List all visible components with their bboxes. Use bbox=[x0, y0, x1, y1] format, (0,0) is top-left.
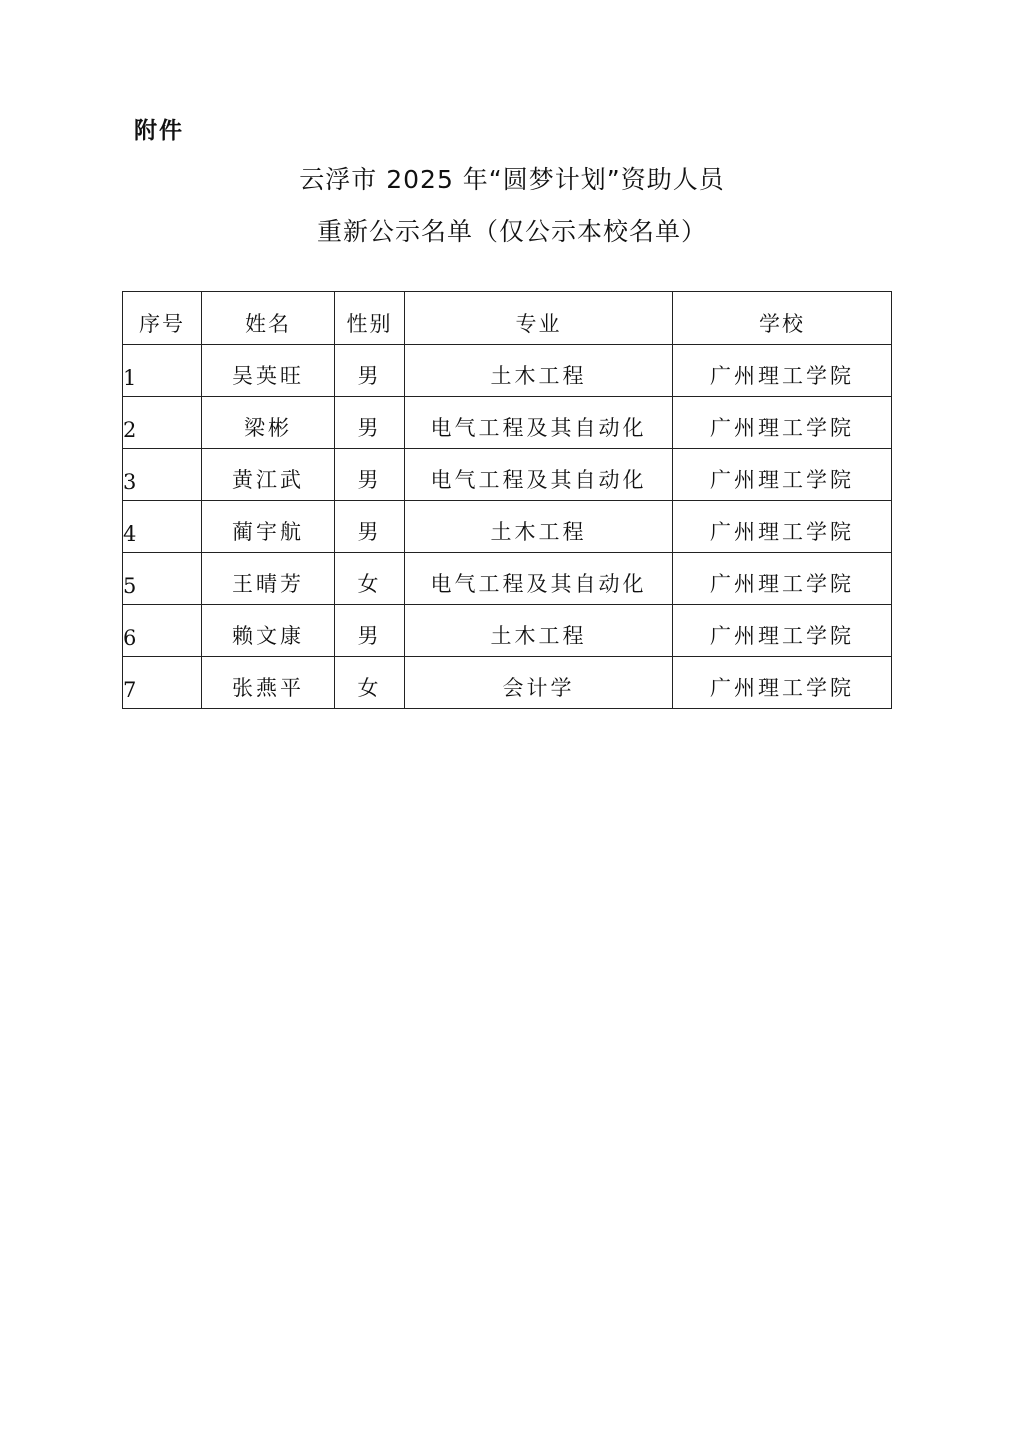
cell-major: 电气工程及其自动化 bbox=[405, 397, 673, 449]
table-row bbox=[123, 397, 892, 449]
document-title-line-1: 云浮市 2025 年“圆梦计划”资助人员 bbox=[299, 165, 725, 194]
cell-name: 吴英旺 bbox=[202, 345, 335, 397]
header-major: 专业 bbox=[405, 292, 673, 345]
cell-major: 土木工程 bbox=[405, 501, 673, 553]
header-gender: 性别 bbox=[335, 292, 405, 345]
cell-school: 广州理工学院 bbox=[673, 397, 892, 449]
table-header-row bbox=[123, 292, 892, 345]
cell-serial-number: 3 bbox=[123, 449, 202, 501]
cell-school: 广州理工学院 bbox=[673, 345, 892, 397]
cell-serial-number: 2 bbox=[123, 397, 202, 449]
table-row bbox=[123, 605, 892, 657]
cell-gender: 男 bbox=[335, 501, 405, 553]
table-row bbox=[123, 449, 892, 501]
cell-serial-number: 4 bbox=[123, 501, 202, 553]
cell-name: 黄江武 bbox=[202, 449, 335, 501]
cell-major: 土木工程 bbox=[405, 605, 673, 657]
table-row bbox=[123, 657, 892, 709]
cell-gender: 男 bbox=[335, 449, 405, 501]
header-serial-number: 序号 bbox=[123, 292, 202, 345]
cell-major: 电气工程及其自动化 bbox=[405, 553, 673, 605]
cell-gender: 女 bbox=[335, 657, 405, 709]
cell-serial-number: 5 bbox=[123, 553, 202, 605]
cell-major: 土木工程 bbox=[405, 345, 673, 397]
cell-serial-number: 1 bbox=[123, 345, 202, 397]
cell-school: 广州理工学院 bbox=[673, 553, 892, 605]
cell-school: 广州理工学院 bbox=[673, 605, 892, 657]
attachment-label: 附件 bbox=[134, 118, 184, 144]
cell-name: 赖文康 bbox=[202, 605, 335, 657]
cell-school: 广州理工学院 bbox=[673, 449, 892, 501]
cell-school: 广州理工学院 bbox=[673, 501, 892, 553]
cell-name: 蔺宇航 bbox=[202, 501, 335, 553]
cell-name: 梁彬 bbox=[202, 397, 335, 449]
cell-serial-number: 7 bbox=[123, 657, 202, 709]
cell-name: 张燕平 bbox=[202, 657, 335, 709]
cell-gender: 男 bbox=[335, 397, 405, 449]
cell-gender: 男 bbox=[335, 605, 405, 657]
cell-major: 会计学 bbox=[405, 657, 673, 709]
table-row bbox=[123, 501, 892, 553]
cell-name: 王晴芳 bbox=[202, 553, 335, 605]
cell-serial-number: 6 bbox=[123, 605, 202, 657]
cell-gender: 男 bbox=[335, 345, 405, 397]
cell-gender: 女 bbox=[335, 553, 405, 605]
recipient-table bbox=[122, 291, 892, 709]
cell-major: 电气工程及其自动化 bbox=[405, 449, 673, 501]
table-row bbox=[123, 345, 892, 397]
table-row bbox=[123, 553, 892, 605]
header-school: 学校 bbox=[673, 292, 892, 345]
cell-school: 广州理工学院 bbox=[673, 657, 892, 709]
header-name: 姓名 bbox=[202, 292, 335, 345]
document-title-line-2: 重新公示名单（仅公示本校名单） bbox=[316, 217, 707, 246]
